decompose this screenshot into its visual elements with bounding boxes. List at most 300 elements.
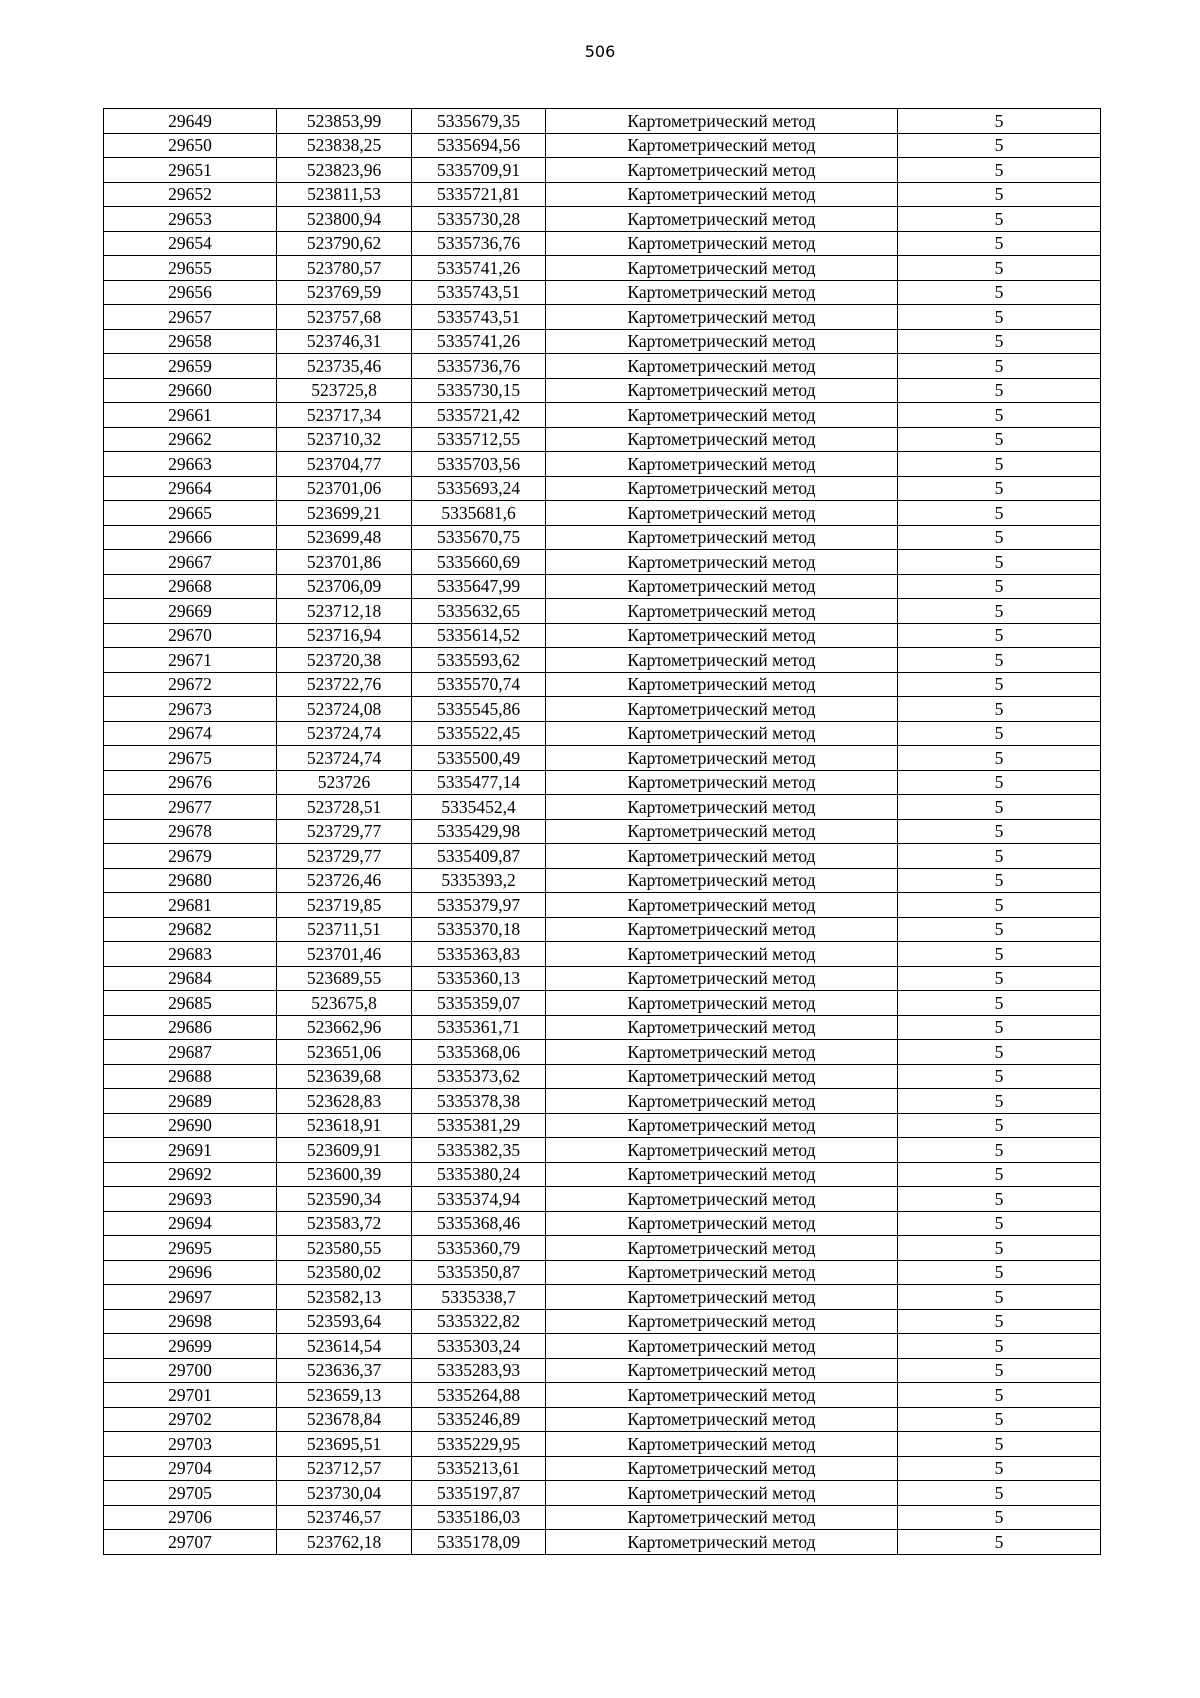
point-number-cell: 29662 bbox=[104, 427, 277, 452]
table-row bbox=[104, 893, 1101, 918]
page-number: 506 bbox=[584, 42, 616, 61]
point-number-cell: 29687 bbox=[104, 1040, 277, 1065]
x-coordinate-cell: 523636,37 bbox=[277, 1358, 412, 1383]
x-coordinate-cell: 523701,06 bbox=[277, 476, 412, 501]
y-coordinate-cell: 5335338,7 bbox=[412, 1285, 546, 1310]
x-coordinate-cell: 523746,31 bbox=[277, 329, 412, 354]
x-coordinate-cell: 523769,59 bbox=[277, 280, 412, 305]
point-number-cell: 29701 bbox=[104, 1383, 277, 1408]
table-row bbox=[104, 966, 1101, 991]
point-number-cell: 29649 bbox=[104, 109, 277, 134]
point-number-cell: 29693 bbox=[104, 1187, 277, 1212]
y-coordinate-cell: 5335703,56 bbox=[412, 452, 546, 477]
table-row bbox=[104, 770, 1101, 795]
point-number-cell: 29698 bbox=[104, 1309, 277, 1334]
method-cell: Картометрический метод bbox=[546, 1481, 898, 1506]
x-coordinate-cell: 523725,8 bbox=[277, 378, 412, 403]
point-number-cell: 29706 bbox=[104, 1505, 277, 1530]
y-coordinate-cell: 5335679,35 bbox=[412, 109, 546, 134]
y-coordinate-cell: 5335246,89 bbox=[412, 1407, 546, 1432]
y-coordinate-cell: 5335712,55 bbox=[412, 427, 546, 452]
y-coordinate-cell: 5335736,76 bbox=[412, 354, 546, 379]
point-number-cell: 29657 bbox=[104, 305, 277, 330]
precision-cell: 5 bbox=[898, 109, 1101, 134]
x-coordinate-cell: 523811,53 bbox=[277, 182, 412, 207]
y-coordinate-cell: 5335359,07 bbox=[412, 991, 546, 1016]
y-coordinate-cell: 5335741,26 bbox=[412, 256, 546, 281]
table-row bbox=[104, 1456, 1101, 1481]
precision-cell: 5 bbox=[898, 1040, 1101, 1065]
table-row bbox=[104, 427, 1101, 452]
x-coordinate-cell: 523780,57 bbox=[277, 256, 412, 281]
point-number-cell: 29691 bbox=[104, 1138, 277, 1163]
point-number-cell: 29654 bbox=[104, 231, 277, 256]
x-coordinate-cell: 523583,72 bbox=[277, 1211, 412, 1236]
table-row bbox=[104, 697, 1101, 722]
method-cell: Картометрический метод bbox=[546, 1407, 898, 1432]
x-coordinate-cell: 523618,91 bbox=[277, 1113, 412, 1138]
table-row bbox=[104, 256, 1101, 281]
y-coordinate-cell: 5335379,97 bbox=[412, 893, 546, 918]
precision-cell: 5 bbox=[898, 1064, 1101, 1089]
y-coordinate-cell: 5335522,45 bbox=[412, 721, 546, 746]
point-number-cell: 29700 bbox=[104, 1358, 277, 1383]
precision-cell: 5 bbox=[898, 427, 1101, 452]
method-cell: Картометрический метод bbox=[546, 1334, 898, 1359]
x-coordinate-cell: 523590,34 bbox=[277, 1187, 412, 1212]
precision-cell: 5 bbox=[898, 770, 1101, 795]
point-number-cell: 29665 bbox=[104, 501, 277, 526]
y-coordinate-cell: 5335500,49 bbox=[412, 746, 546, 771]
x-coordinate-cell: 523678,84 bbox=[277, 1407, 412, 1432]
x-coordinate-cell: 523724,74 bbox=[277, 746, 412, 771]
precision-cell: 5 bbox=[898, 868, 1101, 893]
table-row bbox=[104, 623, 1101, 648]
precision-cell: 5 bbox=[898, 574, 1101, 599]
y-coordinate-cell: 5335743,51 bbox=[412, 305, 546, 330]
precision-cell: 5 bbox=[898, 1481, 1101, 1506]
precision-cell: 5 bbox=[898, 672, 1101, 697]
method-cell: Картометрический метод bbox=[546, 182, 898, 207]
point-number-cell: 29696 bbox=[104, 1260, 277, 1285]
table-row bbox=[104, 1113, 1101, 1138]
table-row bbox=[104, 819, 1101, 844]
y-coordinate-cell: 5335721,42 bbox=[412, 403, 546, 428]
y-coordinate-cell: 5335381,29 bbox=[412, 1113, 546, 1138]
method-cell: Картометрический метод bbox=[546, 133, 898, 158]
precision-cell: 5 bbox=[898, 305, 1101, 330]
table-row bbox=[104, 942, 1101, 967]
precision-cell: 5 bbox=[898, 1260, 1101, 1285]
precision-cell: 5 bbox=[898, 231, 1101, 256]
x-coordinate-cell: 523675,8 bbox=[277, 991, 412, 1016]
table-row bbox=[104, 378, 1101, 403]
method-cell: Картометрический метод bbox=[546, 305, 898, 330]
x-coordinate-cell: 523580,55 bbox=[277, 1236, 412, 1261]
precision-cell: 5 bbox=[898, 991, 1101, 1016]
y-coordinate-cell: 5335283,93 bbox=[412, 1358, 546, 1383]
y-coordinate-cell: 5335303,24 bbox=[412, 1334, 546, 1359]
point-number-cell: 29697 bbox=[104, 1285, 277, 1310]
y-coordinate-cell: 5335545,86 bbox=[412, 697, 546, 722]
x-coordinate-cell: 523651,06 bbox=[277, 1040, 412, 1065]
y-coordinate-cell: 5335736,76 bbox=[412, 231, 546, 256]
table-row bbox=[104, 1530, 1101, 1555]
precision-cell: 5 bbox=[898, 1113, 1101, 1138]
point-number-cell: 29664 bbox=[104, 476, 277, 501]
x-coordinate-cell: 523600,39 bbox=[277, 1162, 412, 1187]
table-row bbox=[104, 795, 1101, 820]
precision-cell: 5 bbox=[898, 403, 1101, 428]
point-number-cell: 29674 bbox=[104, 721, 277, 746]
point-number-cell: 29671 bbox=[104, 648, 277, 673]
y-coordinate-cell: 5335741,26 bbox=[412, 329, 546, 354]
table-row bbox=[104, 574, 1101, 599]
point-number-cell: 29668 bbox=[104, 574, 277, 599]
precision-cell: 5 bbox=[898, 1358, 1101, 1383]
y-coordinate-cell: 5335178,09 bbox=[412, 1530, 546, 1555]
table-row bbox=[104, 133, 1101, 158]
x-coordinate-cell: 523724,08 bbox=[277, 697, 412, 722]
precision-cell: 5 bbox=[898, 501, 1101, 526]
x-coordinate-cell: 523706,09 bbox=[277, 574, 412, 599]
method-cell: Картометрический метод bbox=[546, 1211, 898, 1236]
precision-cell: 5 bbox=[898, 746, 1101, 771]
point-number-cell: 29655 bbox=[104, 256, 277, 281]
y-coordinate-cell: 5335632,65 bbox=[412, 599, 546, 624]
precision-cell: 5 bbox=[898, 1138, 1101, 1163]
point-number-cell: 29686 bbox=[104, 1015, 277, 1040]
point-number-cell: 29659 bbox=[104, 354, 277, 379]
precision-cell: 5 bbox=[898, 207, 1101, 232]
x-coordinate-cell: 523716,94 bbox=[277, 623, 412, 648]
precision-cell: 5 bbox=[898, 942, 1101, 967]
x-coordinate-cell: 523762,18 bbox=[277, 1530, 412, 1555]
method-cell: Картометрический метод bbox=[546, 1383, 898, 1408]
method-cell: Картометрический метод bbox=[546, 1505, 898, 1530]
point-number-cell: 29703 bbox=[104, 1432, 277, 1457]
table-row bbox=[104, 1432, 1101, 1457]
precision-cell: 5 bbox=[898, 697, 1101, 722]
coordinates-table bbox=[103, 108, 1101, 1555]
point-number-cell: 29658 bbox=[104, 329, 277, 354]
precision-cell: 5 bbox=[898, 599, 1101, 624]
method-cell: Картометрический метод bbox=[546, 868, 898, 893]
y-coordinate-cell: 5335743,51 bbox=[412, 280, 546, 305]
table-row bbox=[104, 182, 1101, 207]
table-row bbox=[104, 844, 1101, 869]
method-cell: Картометрический метод bbox=[546, 1138, 898, 1163]
precision-cell: 5 bbox=[898, 329, 1101, 354]
point-number-cell: 29653 bbox=[104, 207, 277, 232]
precision-cell: 5 bbox=[898, 1383, 1101, 1408]
point-number-cell: 29679 bbox=[104, 844, 277, 869]
table-row bbox=[104, 329, 1101, 354]
method-cell: Картометрический метод bbox=[546, 1456, 898, 1481]
point-number-cell: 29660 bbox=[104, 378, 277, 403]
table-row bbox=[104, 868, 1101, 893]
precision-cell: 5 bbox=[898, 525, 1101, 550]
precision-cell: 5 bbox=[898, 1432, 1101, 1457]
precision-cell: 5 bbox=[898, 1285, 1101, 1310]
method-cell: Картометрический метод bbox=[546, 893, 898, 918]
x-coordinate-cell: 523712,57 bbox=[277, 1456, 412, 1481]
table-row bbox=[104, 1138, 1101, 1163]
method-cell: Картометрический метод bbox=[546, 1187, 898, 1212]
method-cell: Картометрический метод bbox=[546, 1432, 898, 1457]
method-cell: Картометрический метод bbox=[546, 966, 898, 991]
precision-cell: 5 bbox=[898, 1309, 1101, 1334]
y-coordinate-cell: 5335452,4 bbox=[412, 795, 546, 820]
point-number-cell: 29677 bbox=[104, 795, 277, 820]
x-coordinate-cell: 523726,46 bbox=[277, 868, 412, 893]
table-row bbox=[104, 231, 1101, 256]
table-row bbox=[104, 917, 1101, 942]
precision-cell: 5 bbox=[898, 1236, 1101, 1261]
x-coordinate-cell: 523580,02 bbox=[277, 1260, 412, 1285]
method-cell: Картометрический метод bbox=[546, 844, 898, 869]
point-number-cell: 29672 bbox=[104, 672, 277, 697]
point-number-cell: 29656 bbox=[104, 280, 277, 305]
y-coordinate-cell: 5335721,81 bbox=[412, 182, 546, 207]
table-row bbox=[104, 1334, 1101, 1359]
y-coordinate-cell: 5335322,82 bbox=[412, 1309, 546, 1334]
method-cell: Картометрический метод bbox=[546, 1285, 898, 1310]
point-number-cell: 29651 bbox=[104, 158, 277, 183]
table-row bbox=[104, 501, 1101, 526]
precision-cell: 5 bbox=[898, 378, 1101, 403]
y-coordinate-cell: 5335393,2 bbox=[412, 868, 546, 893]
method-cell: Картометрический метод bbox=[546, 280, 898, 305]
y-coordinate-cell: 5335360,13 bbox=[412, 966, 546, 991]
y-coordinate-cell: 5335264,88 bbox=[412, 1383, 546, 1408]
x-coordinate-cell: 523662,96 bbox=[277, 1015, 412, 1040]
x-coordinate-cell: 523699,48 bbox=[277, 525, 412, 550]
precision-cell: 5 bbox=[898, 819, 1101, 844]
y-coordinate-cell: 5335360,79 bbox=[412, 1236, 546, 1261]
y-coordinate-cell: 5335213,61 bbox=[412, 1456, 546, 1481]
method-cell: Картометрический метод bbox=[546, 1260, 898, 1285]
table-row bbox=[104, 158, 1101, 183]
y-coordinate-cell: 5335593,62 bbox=[412, 648, 546, 673]
table-row bbox=[104, 1407, 1101, 1432]
point-number-cell: 29692 bbox=[104, 1162, 277, 1187]
method-cell: Картометрический метод bbox=[546, 942, 898, 967]
precision-cell: 5 bbox=[898, 1089, 1101, 1114]
y-coordinate-cell: 5335409,87 bbox=[412, 844, 546, 869]
method-cell: Картометрический метод bbox=[546, 1162, 898, 1187]
method-cell: Картометрический метод bbox=[546, 1358, 898, 1383]
x-coordinate-cell: 523710,32 bbox=[277, 427, 412, 452]
precision-cell: 5 bbox=[898, 966, 1101, 991]
point-number-cell: 29680 bbox=[104, 868, 277, 893]
x-coordinate-cell: 523728,51 bbox=[277, 795, 412, 820]
x-coordinate-cell: 523609,91 bbox=[277, 1138, 412, 1163]
method-cell: Картометрический метод bbox=[546, 991, 898, 1016]
precision-cell: 5 bbox=[898, 1211, 1101, 1236]
y-coordinate-cell: 5335681,6 bbox=[412, 501, 546, 526]
x-coordinate-cell: 523757,68 bbox=[277, 305, 412, 330]
method-cell: Картометрический метод bbox=[546, 795, 898, 820]
y-coordinate-cell: 5335368,46 bbox=[412, 1211, 546, 1236]
table-row bbox=[104, 648, 1101, 673]
precision-cell: 5 bbox=[898, 133, 1101, 158]
x-coordinate-cell: 523730,04 bbox=[277, 1481, 412, 1506]
method-cell: Картометрический метод bbox=[546, 1015, 898, 1040]
x-coordinate-cell: 523724,74 bbox=[277, 721, 412, 746]
precision-cell: 5 bbox=[898, 256, 1101, 281]
method-cell: Картометрический метод bbox=[546, 378, 898, 403]
point-number-cell: 29681 bbox=[104, 893, 277, 918]
method-cell: Картометрический метод bbox=[546, 1064, 898, 1089]
x-coordinate-cell: 523628,83 bbox=[277, 1089, 412, 1114]
table-row bbox=[104, 1162, 1101, 1187]
method-cell: Картометрический метод bbox=[546, 697, 898, 722]
precision-cell: 5 bbox=[898, 623, 1101, 648]
method-cell: Картометрический метод bbox=[546, 207, 898, 232]
point-number-cell: 29702 bbox=[104, 1407, 277, 1432]
x-coordinate-cell: 523689,55 bbox=[277, 966, 412, 991]
y-coordinate-cell: 5335730,15 bbox=[412, 378, 546, 403]
x-coordinate-cell: 523699,21 bbox=[277, 501, 412, 526]
x-coordinate-cell: 523823,96 bbox=[277, 158, 412, 183]
y-coordinate-cell: 5335477,14 bbox=[412, 770, 546, 795]
method-cell: Картометрический метод bbox=[546, 256, 898, 281]
y-coordinate-cell: 5335670,75 bbox=[412, 525, 546, 550]
point-number-cell: 29699 bbox=[104, 1334, 277, 1359]
point-number-cell: 29669 bbox=[104, 599, 277, 624]
table-row bbox=[104, 1505, 1101, 1530]
point-number-cell: 29685 bbox=[104, 991, 277, 1016]
method-cell: Картометрический метод bbox=[546, 158, 898, 183]
table-row bbox=[104, 109, 1101, 134]
precision-cell: 5 bbox=[898, 1505, 1101, 1530]
y-coordinate-cell: 5335368,06 bbox=[412, 1040, 546, 1065]
table-row bbox=[104, 1187, 1101, 1212]
precision-cell: 5 bbox=[898, 1187, 1101, 1212]
x-coordinate-cell: 523701,86 bbox=[277, 550, 412, 575]
precision-cell: 5 bbox=[898, 844, 1101, 869]
precision-cell: 5 bbox=[898, 158, 1101, 183]
table-row bbox=[104, 1236, 1101, 1261]
point-number-cell: 29688 bbox=[104, 1064, 277, 1089]
precision-cell: 5 bbox=[898, 354, 1101, 379]
x-coordinate-cell: 523712,18 bbox=[277, 599, 412, 624]
precision-cell: 5 bbox=[898, 1162, 1101, 1187]
y-coordinate-cell: 5335373,62 bbox=[412, 1064, 546, 1089]
table-row bbox=[104, 305, 1101, 330]
point-number-cell: 29670 bbox=[104, 623, 277, 648]
method-cell: Картометрический метод bbox=[546, 574, 898, 599]
precision-cell: 5 bbox=[898, 476, 1101, 501]
table-row bbox=[104, 525, 1101, 550]
y-coordinate-cell: 5335380,24 bbox=[412, 1162, 546, 1187]
x-coordinate-cell: 523593,64 bbox=[277, 1309, 412, 1334]
method-cell: Картометрический метод bbox=[546, 231, 898, 256]
table-row bbox=[104, 672, 1101, 697]
x-coordinate-cell: 523746,57 bbox=[277, 1505, 412, 1530]
point-number-cell: 29666 bbox=[104, 525, 277, 550]
method-cell: Картометрический метод bbox=[546, 501, 898, 526]
method-cell: Картометрический метод bbox=[546, 746, 898, 771]
y-coordinate-cell: 5335614,52 bbox=[412, 623, 546, 648]
table-row bbox=[104, 403, 1101, 428]
method-cell: Картометрический метод bbox=[546, 427, 898, 452]
precision-cell: 5 bbox=[898, 1456, 1101, 1481]
method-cell: Картометрический метод bbox=[546, 770, 898, 795]
y-coordinate-cell: 5335709,91 bbox=[412, 158, 546, 183]
y-coordinate-cell: 5335647,99 bbox=[412, 574, 546, 599]
precision-cell: 5 bbox=[898, 917, 1101, 942]
method-cell: Картометрический метод bbox=[546, 525, 898, 550]
x-coordinate-cell: 523701,46 bbox=[277, 942, 412, 967]
x-coordinate-cell: 523659,13 bbox=[277, 1383, 412, 1408]
table-row bbox=[104, 1481, 1101, 1506]
y-coordinate-cell: 5335382,35 bbox=[412, 1138, 546, 1163]
point-number-cell: 29707 bbox=[104, 1530, 277, 1555]
table-row bbox=[104, 1260, 1101, 1285]
method-cell: Картометрический метод bbox=[546, 648, 898, 673]
point-number-cell: 29652 bbox=[104, 182, 277, 207]
point-number-cell: 29684 bbox=[104, 966, 277, 991]
x-coordinate-cell: 523719,85 bbox=[277, 893, 412, 918]
table-row bbox=[104, 452, 1101, 477]
point-number-cell: 29695 bbox=[104, 1236, 277, 1261]
x-coordinate-cell: 523800,94 bbox=[277, 207, 412, 232]
table-row bbox=[104, 1383, 1101, 1408]
method-cell: Картометрический метод bbox=[546, 599, 898, 624]
precision-cell: 5 bbox=[898, 1015, 1101, 1040]
point-number-cell: 29663 bbox=[104, 452, 277, 477]
precision-cell: 5 bbox=[898, 452, 1101, 477]
method-cell: Картометрический метод bbox=[546, 623, 898, 648]
x-coordinate-cell: 523729,77 bbox=[277, 819, 412, 844]
table-row bbox=[104, 1285, 1101, 1310]
x-coordinate-cell: 523838,25 bbox=[277, 133, 412, 158]
point-number-cell: 29675 bbox=[104, 746, 277, 771]
method-cell: Картометрический метод bbox=[546, 1236, 898, 1261]
method-cell: Картометрический метод bbox=[546, 672, 898, 697]
y-coordinate-cell: 5335570,74 bbox=[412, 672, 546, 697]
point-number-cell: 29705 bbox=[104, 1481, 277, 1506]
x-coordinate-cell: 523639,68 bbox=[277, 1064, 412, 1089]
table-row bbox=[104, 721, 1101, 746]
method-cell: Картометрический метод bbox=[546, 403, 898, 428]
x-coordinate-cell: 523704,77 bbox=[277, 452, 412, 477]
method-cell: Картометрический метод bbox=[546, 917, 898, 942]
method-cell: Картометрический метод bbox=[546, 1040, 898, 1065]
method-cell: Картометрический метод bbox=[546, 550, 898, 575]
point-number-cell: 29650 bbox=[104, 133, 277, 158]
table-row bbox=[104, 207, 1101, 232]
point-number-cell: 29661 bbox=[104, 403, 277, 428]
point-number-cell: 29673 bbox=[104, 697, 277, 722]
point-number-cell: 29690 bbox=[104, 1113, 277, 1138]
y-coordinate-cell: 5335429,98 bbox=[412, 819, 546, 844]
point-number-cell: 29667 bbox=[104, 550, 277, 575]
x-coordinate-cell: 523790,62 bbox=[277, 231, 412, 256]
point-number-cell: 29683 bbox=[104, 942, 277, 967]
table-row bbox=[104, 354, 1101, 379]
x-coordinate-cell: 523722,76 bbox=[277, 672, 412, 697]
precision-cell: 5 bbox=[898, 182, 1101, 207]
precision-cell: 5 bbox=[898, 280, 1101, 305]
method-cell: Картометрический метод bbox=[546, 109, 898, 134]
y-coordinate-cell: 5335693,24 bbox=[412, 476, 546, 501]
precision-cell: 5 bbox=[898, 721, 1101, 746]
y-coordinate-cell: 5335694,56 bbox=[412, 133, 546, 158]
precision-cell: 5 bbox=[898, 893, 1101, 918]
